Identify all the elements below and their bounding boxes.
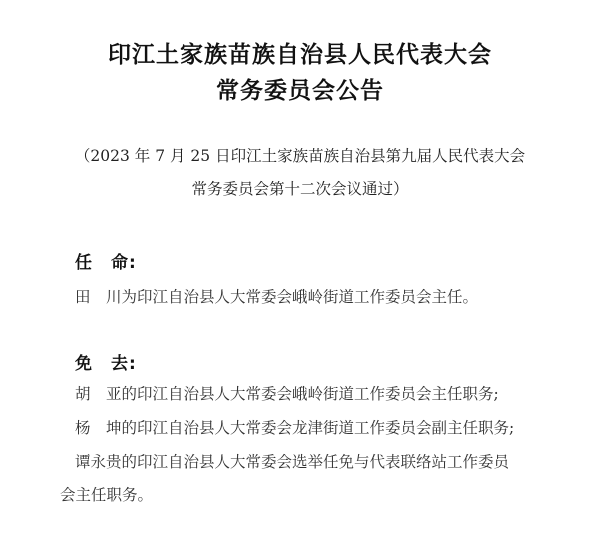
document-subtitle-line-2: 常务委员会第十二次会议通过）	[191, 180, 409, 198]
dismiss-item-continuation: 会主任职务。	[60, 486, 154, 504]
document-title-line-1: 印江土家族苗族自治县人民代表大会	[108, 42, 492, 68]
document-title-line-2: 常务委员会公告	[216, 78, 384, 104]
dismiss-item: 杨 坤的印江自治县人大常委会龙津街道工作委员会副主任职务;	[75, 419, 515, 437]
appoint-item: 田 川为印江自治县人大常委会峨岭街道工作委员会主任。	[75, 288, 479, 306]
dismiss-item: 胡 亚的印江自治县人大常委会峨岭街道工作委员会主任职务;	[75, 385, 499, 403]
appoint-heading: 任 命:	[75, 253, 137, 273]
document-subtitle-line-1: （2023 年 7 月 25 日印江土家族苗族自治县第九届人民代表大会	[74, 147, 526, 165]
dismiss-item: 谭永贵的印江自治县人大常委会选举任免与代表联络站工作委员	[75, 453, 510, 471]
dismiss-heading: 免 去:	[75, 354, 137, 374]
